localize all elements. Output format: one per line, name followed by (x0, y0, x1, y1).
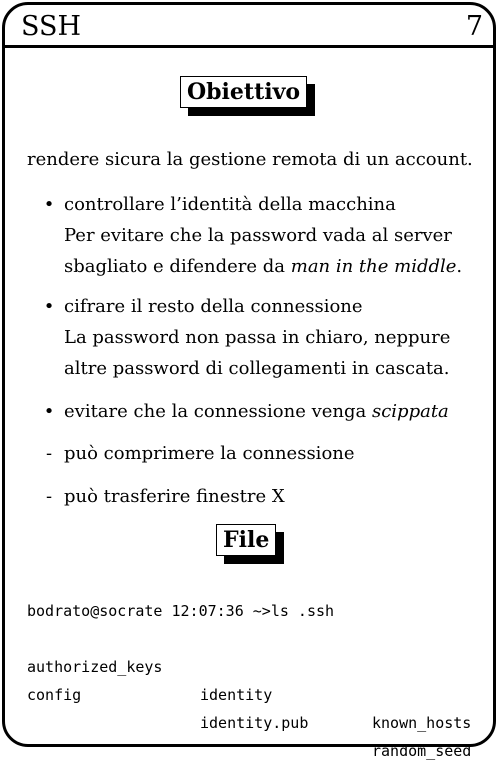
file-name: identity.pub (200, 714, 309, 732)
dash-marker: - (45, 486, 53, 507)
item-title: evitare che la connessione venga scippata (64, 401, 449, 422)
shell-prompt: bodrato@socrate 12:07:36 ~>ls .ssh (27, 602, 335, 620)
objective-heading-box (180, 76, 307, 108)
item-title: cifrare il resto della connessione (64, 296, 363, 317)
italic-term: man in the middle (290, 256, 457, 277)
file-name: config (27, 686, 82, 704)
header-divider (5, 45, 493, 48)
item-title: controllare l’identità della macchina (64, 194, 396, 215)
item-title: può comprimere la connessione (64, 443, 355, 464)
file-heading-box (216, 524, 276, 556)
item-title: può trasferire finestre X (64, 486, 285, 507)
slide-title: SSH (21, 11, 82, 42)
bullet-marker: • (43, 401, 55, 422)
bullet-marker: • (43, 194, 55, 215)
bullet-marker: • (43, 296, 55, 317)
item-body-line: altre password di collegamenti in cascata. (64, 358, 450, 379)
page-number: 7 (465, 11, 483, 42)
file-name: known_hosts (372, 714, 472, 732)
file-name: authorized_keys (27, 658, 163, 676)
objective-intro: rendere sicura la gestione remota di un account. (27, 149, 473, 170)
item-body-line: sbagliato e difendere da man in the middle. (64, 256, 463, 277)
item-body-line: La password non passa in chiaro, neppure (64, 327, 451, 348)
objective-heading: Obiettivo (180, 76, 307, 108)
file-name: random_seed (372, 742, 472, 760)
item-body-line: Per evitare che la password vada al server (64, 225, 452, 246)
dash-marker: - (45, 443, 53, 464)
file-heading: File (216, 524, 276, 556)
italic-term: scippata (371, 401, 449, 422)
file-name: identity (200, 686, 273, 704)
